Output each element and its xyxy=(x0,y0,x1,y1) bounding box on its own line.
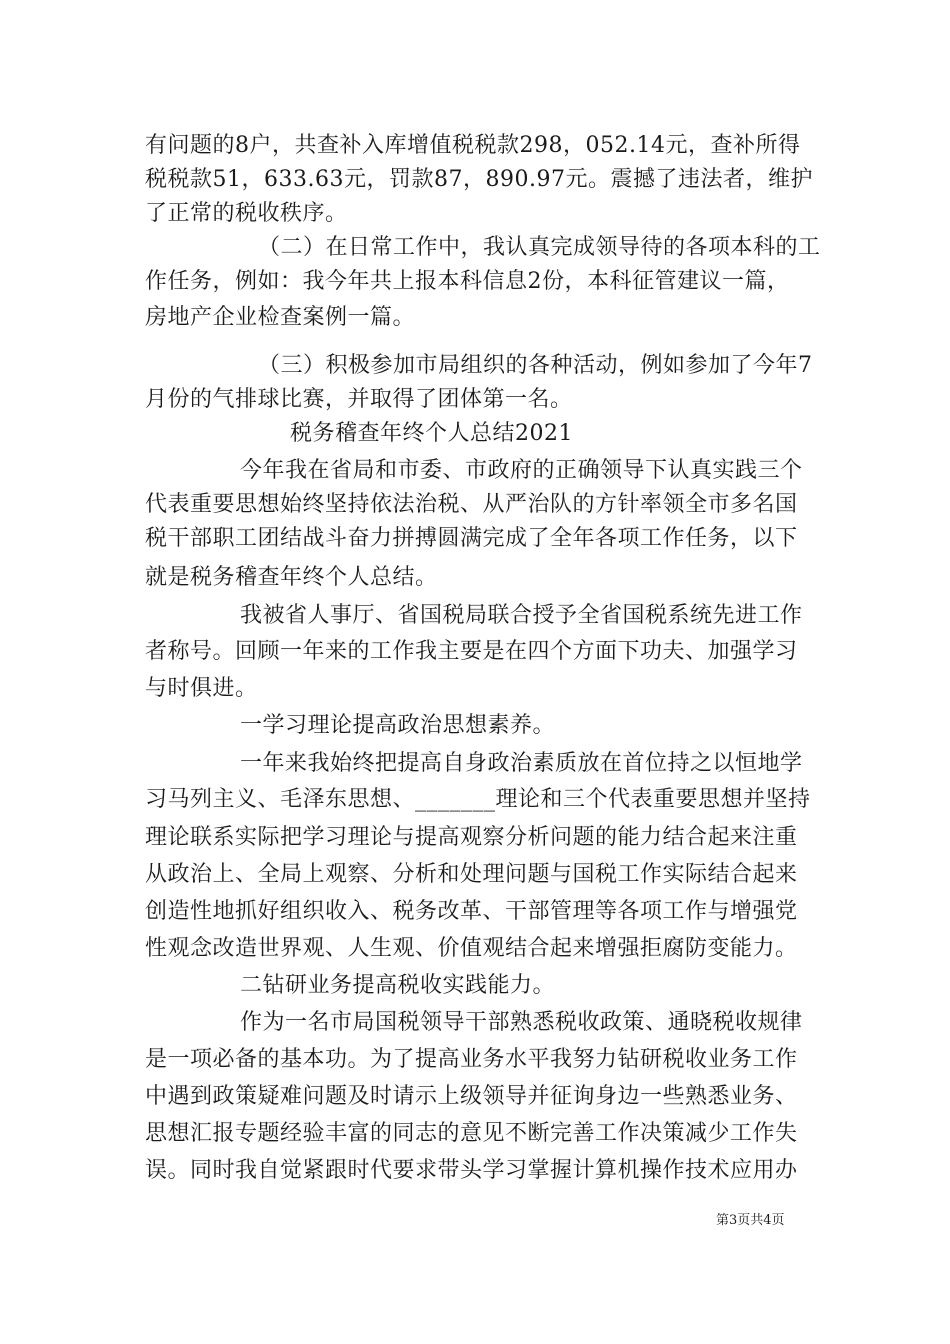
body-text-line: 创造性地抓好组织收入、税务改革、干部管理等各项工作与增强党 xyxy=(145,899,798,924)
body-text-line: 月份的气排球比赛，并取得了团体第一名。 xyxy=(145,387,573,412)
body-text-line: 性观念改造世界观、人生观、价值观结合起来增强拒腐防变能力。 xyxy=(145,936,798,961)
body-text-line: 了正常的税收秩序。 xyxy=(145,201,348,226)
body-text-line: 今年我在省局和市委、市政府的正确领导下认真实践三个 xyxy=(240,458,803,483)
body-text-line: （三）积极参加市局组织的各种活动，例如参加了今年7 xyxy=(258,353,813,378)
section-heading: 二钻研业务提高税收实践能力。 xyxy=(240,973,556,998)
body-text-line: 税税款51，633.63元，罚款87，890.97元。震撼了违法者，维护 xyxy=(145,167,813,192)
body-text-line: 有问题的8户，共查补入库增值税税款298，052.14元，查补所得 xyxy=(145,133,801,158)
body-text-line: 从政治上、全局上观察、分析和处理问题与国税工作实际结合起来 xyxy=(145,862,798,887)
body-text-line: 与时俱进。 xyxy=(145,676,258,701)
body-text-line: 作任务，例如：我今年共上报本科信息2份，本科征管建议一篇， xyxy=(145,269,790,294)
body-text-line: （二）在日常工作中，我认真完成领导待的各项本科的工 xyxy=(258,235,821,260)
body-text-line: 是一项必备的基本功。为了提高业务水平我努力钻研税收业务工作 xyxy=(145,1047,798,1072)
section-title: 税务稽查年终个人总结2021 xyxy=(290,421,573,446)
body-text-line: 理论联系实际把学习理论与提高观察分析问题的能力结合起来注重 xyxy=(145,825,798,850)
body-text-line: 误。同时我自觉紧跟时代要求带头学习掌握计算机操作技术应用办 xyxy=(145,1158,798,1183)
body-text-line: 习马列主义、毛泽东思想、_______理论和三个代表重要思想并坚持 xyxy=(145,787,811,812)
body-text-line: 中遇到政策疑难问题及时请示上级领导并征询身边一些熟悉业务、 xyxy=(145,1084,798,1109)
body-text-line: 思想汇报专题经验丰富的同志的意见不断完善工作决策减少工作失 xyxy=(145,1121,798,1146)
body-text-line: 我被省人事厅、省国税局联合授予全省国税系统先进工作 xyxy=(240,603,803,628)
page-number: 第3页共4页 xyxy=(716,1213,785,1228)
body-text-line: 税干部职工团结战斗奋力拼搏圆满完成了全年各项工作任务，以下 xyxy=(145,526,798,551)
section-heading: 一学习理论提高政治思想素养。 xyxy=(240,713,556,738)
body-text-line: 作为一名市局国税领导干部熟悉税收政策、通晓税收规律 xyxy=(240,1010,803,1035)
body-text-line: 就是税务稽查年终个人总结。 xyxy=(145,565,438,590)
body-text-line: 者称号。回顾一年来的工作我主要是在四个方面下功夫、加强学习 xyxy=(145,639,798,664)
body-text-line: 房地产企业检查案例一篇。 xyxy=(145,305,416,330)
body-text-line: 一年来我始终把提高自身政治素质放在首位持之以恒地学 xyxy=(240,751,803,776)
body-text-line: 代表重要思想始终坚持依法治税、从严治队的方针率领全市多名国 xyxy=(145,492,798,517)
